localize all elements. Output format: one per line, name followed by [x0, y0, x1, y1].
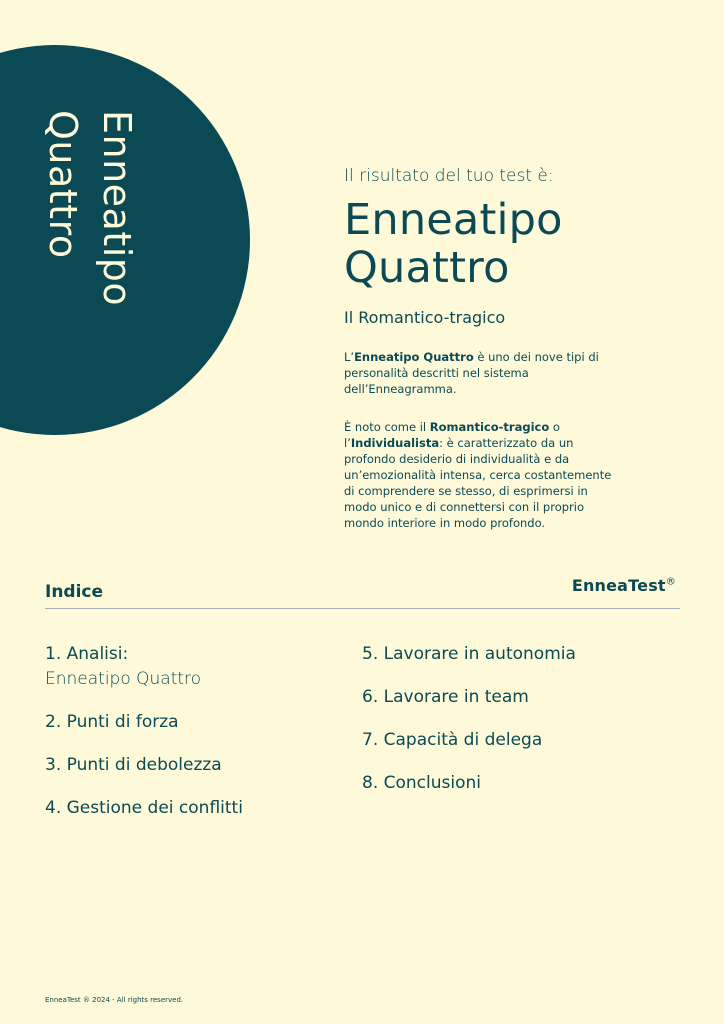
index-item-label: 6. Lavorare in team: [362, 687, 529, 707]
index-item-label: 5. Lavorare in autonomia: [362, 644, 576, 664]
brand-logo: [572, 576, 676, 595]
brand-registered-mark: ®: [665, 576, 676, 588]
desc2-pre: È noto come il: [344, 420, 430, 434]
index-item[interactable]: [45, 753, 345, 778]
side-title: [36, 110, 146, 360]
index-item-label: 8. Conclusioni: [362, 773, 481, 793]
index-item-label: 7. Capacità di delega: [362, 730, 543, 750]
index-column-left: [45, 642, 345, 839]
index-item-label: 3. Punti di debolezza: [45, 755, 222, 775]
index-title: Indice: [45, 582, 104, 602]
result-title-line1: Enneatipo: [344, 195, 563, 245]
desc1-pre: L’: [344, 350, 355, 364]
result-section: [344, 166, 694, 531]
index-item-label: 2. Punti di forza: [45, 712, 179, 732]
desc1-post: è uno dei nove tipi di personalità descritti nel sistema dell’Enneagramma.: [344, 350, 599, 396]
index-item[interactable]: [45, 642, 345, 692]
result-title: [344, 196, 694, 292]
result-subtitle: Il Romantico-tragico: [344, 308, 506, 327]
brand-name: EnneaTest: [571, 576, 666, 595]
index-item[interactable]: [362, 642, 692, 667]
index-item-sub: Enneatipo Quattro: [45, 669, 202, 689]
index-header: [45, 578, 680, 609]
desc2-bold2: Individualista: [350, 436, 440, 450]
result-title-line2: Quattro: [344, 243, 510, 293]
desc2-bold1: Romantico-tragico: [429, 420, 550, 434]
index-column-right: [362, 642, 692, 814]
result-intro: Il risultato del tuo test è:: [344, 166, 554, 186]
index-item[interactable]: [45, 710, 345, 735]
side-title-line1: Enneatipo: [95, 110, 139, 307]
index-item[interactable]: [362, 771, 692, 796]
side-title-line2: Quattro: [41, 110, 85, 259]
description-paragraph-2: [344, 419, 614, 531]
desc1-bold: Enneatipo Quattro: [354, 350, 474, 364]
desc2-mid: o l’: [344, 420, 560, 450]
index-item-label: 4. Gestione dei conflitti: [45, 798, 243, 818]
description-paragraph-1: [344, 349, 614, 397]
index-item[interactable]: [362, 728, 692, 753]
index-item[interactable]: [362, 685, 692, 710]
index-item[interactable]: [45, 796, 345, 821]
footer-copyright: EnneaTest ® 2024 - All rights reserved.: [45, 996, 184, 1004]
index-item-label: 1. Analisi:: [45, 644, 129, 664]
desc2-post: : è caratterizzato da un profondo desiderio di individualità e da un’emozionalità intensa, cerca costantemente di comprendere se stesso, di esprimersi in modo unico e di connettersi con il proprio mondo interiore in modo profondo.: [344, 436, 612, 530]
